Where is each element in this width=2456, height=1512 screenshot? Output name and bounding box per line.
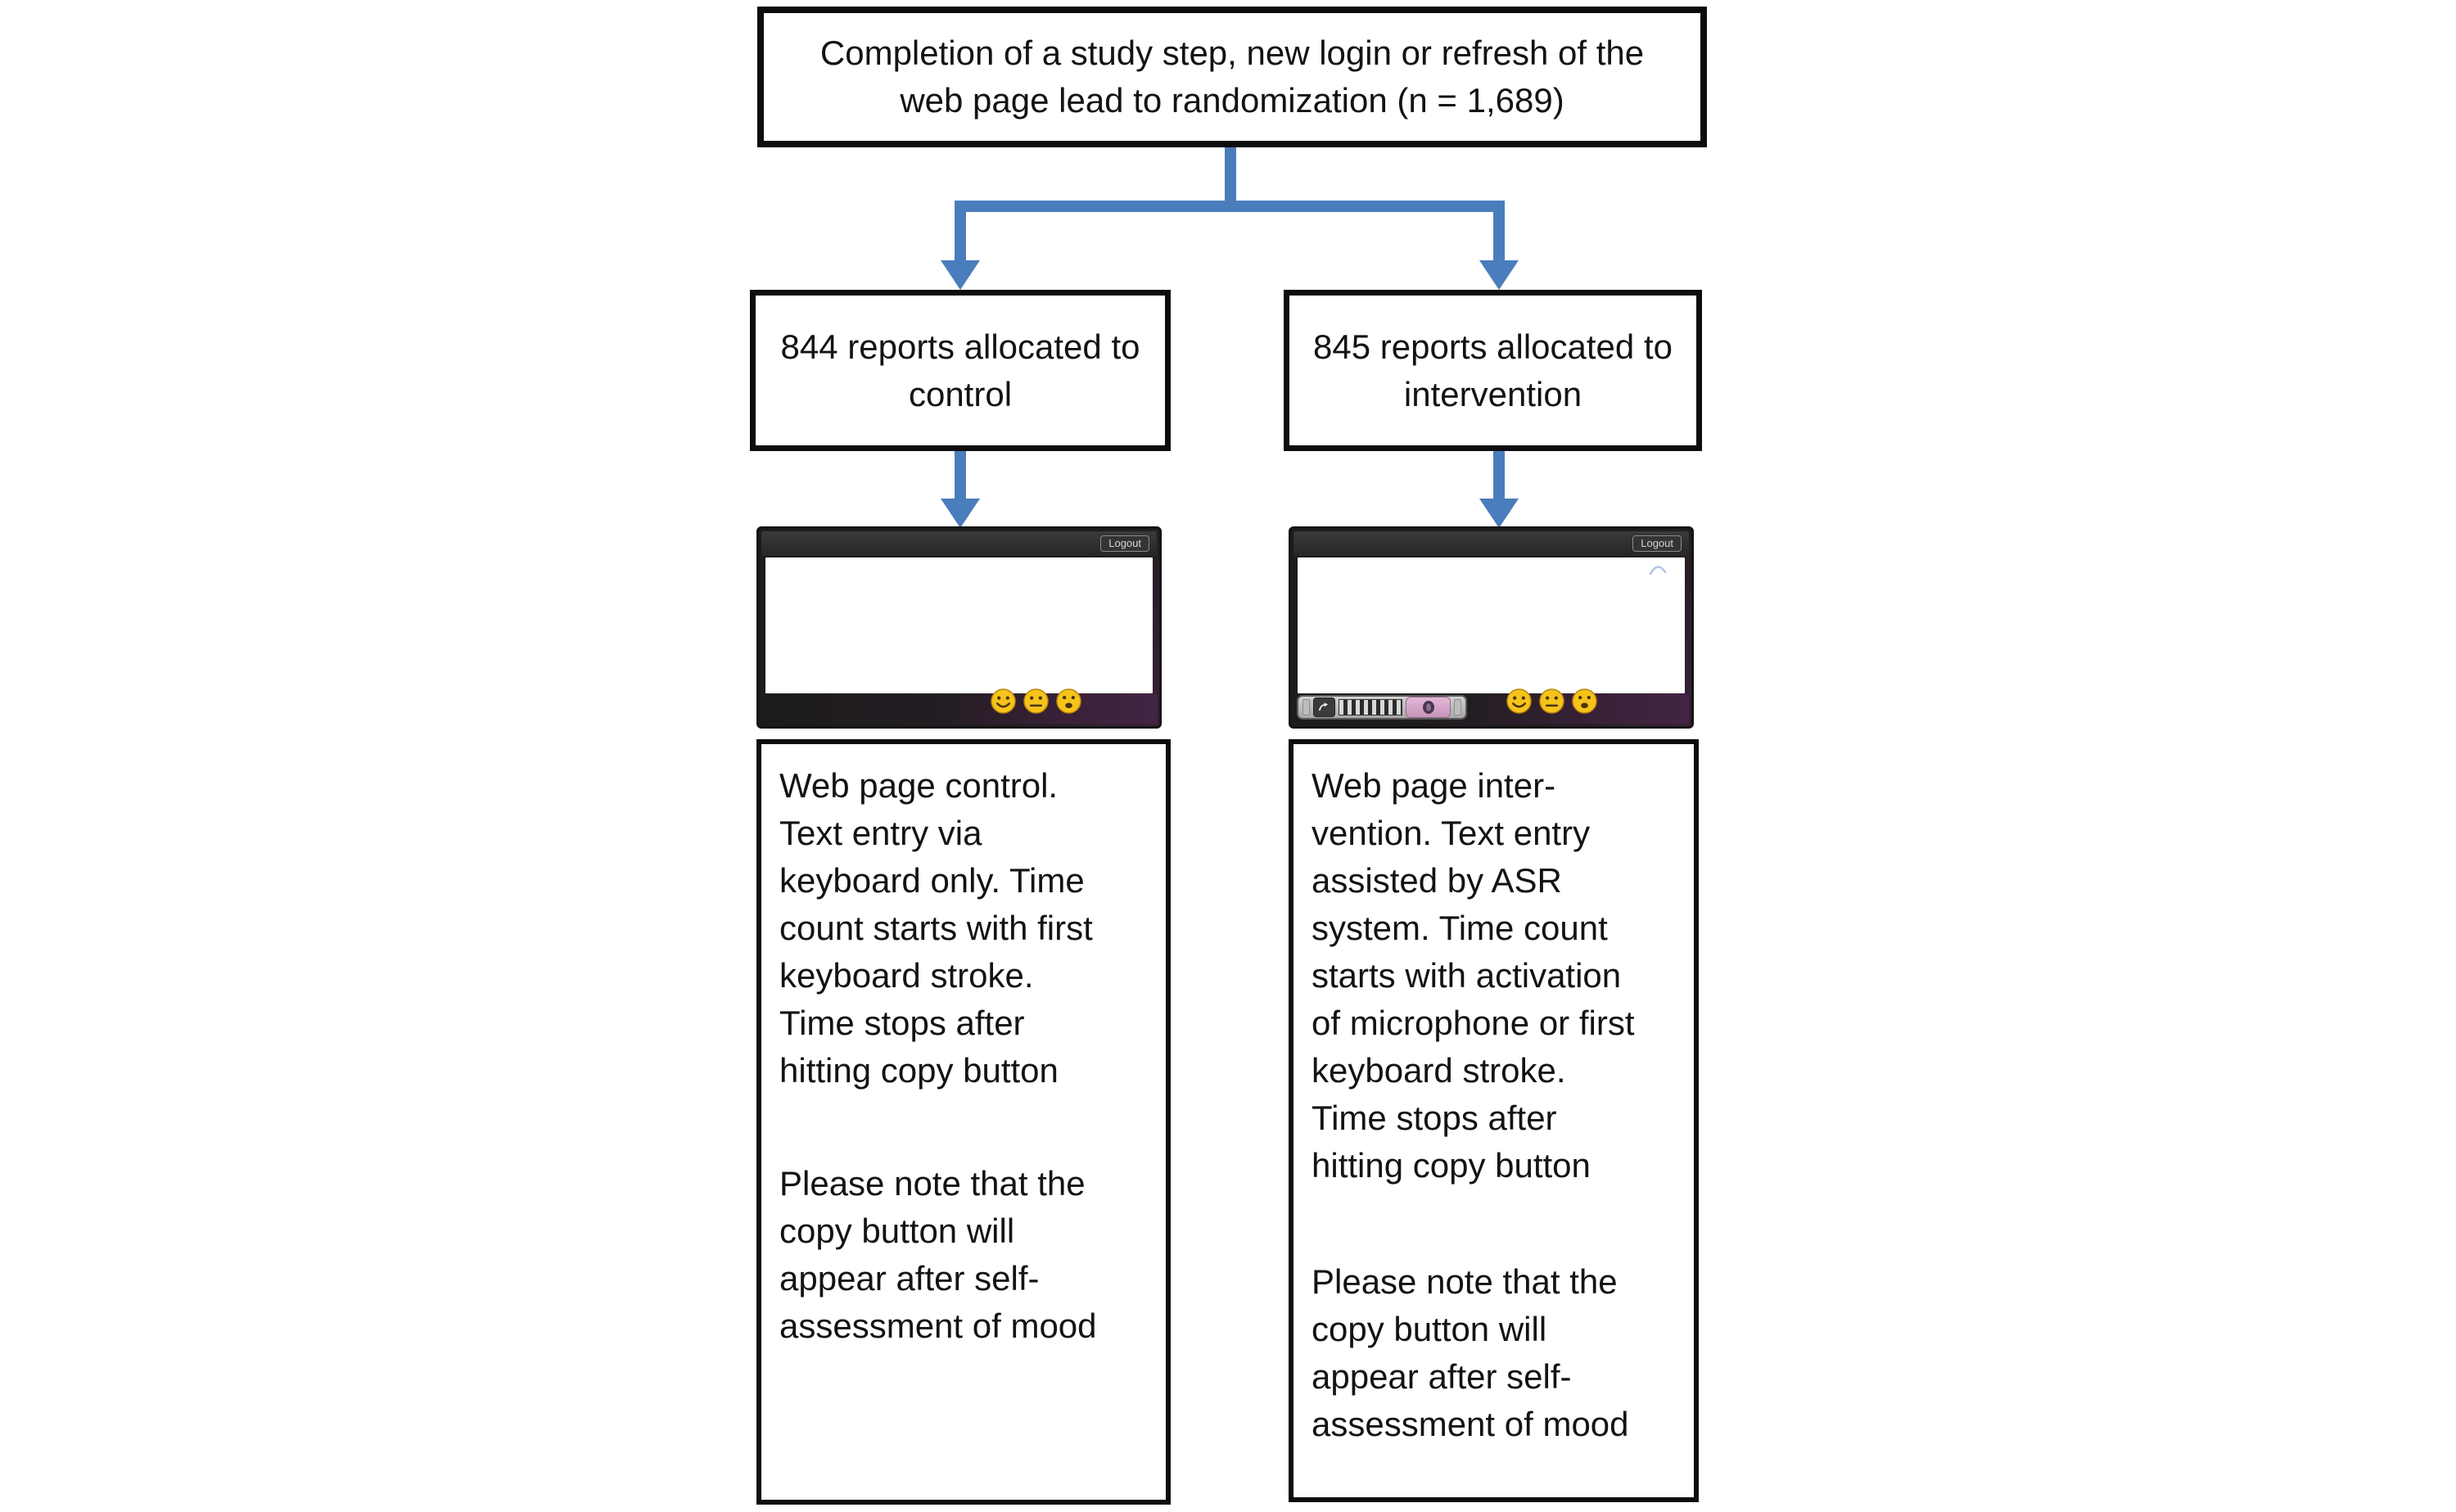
neutral-emoji-icon (1539, 688, 1564, 714)
blue-arc-glyph (1649, 564, 1667, 575)
text-entry-area (1298, 557, 1685, 693)
grip-right (1454, 699, 1461, 715)
control-description-paragraph-1: Web page control. Text entry via keyboard only. Time count starts with first keyboard stroke. Time stops after hitting copy button (779, 766, 1093, 1090)
control-description-paragraph-2: Please note that the copy button will appear after self- assessment of mood (779, 1164, 1097, 1345)
sad-emoji-icon (1056, 688, 1081, 714)
arrow-down-icon (941, 499, 980, 528)
window-titlebar (761, 531, 1157, 556)
intervention-arrow-stem (1493, 451, 1505, 502)
intervention-allocation-box (1284, 290, 1702, 451)
randomization-box (757, 7, 1707, 147)
window-titlebar (1293, 531, 1689, 556)
control-allocation-box (750, 290, 1171, 451)
arrow-down-icon (1479, 260, 1519, 290)
arrow-down-icon (941, 260, 980, 290)
connector-right-drop (1493, 201, 1505, 262)
level-meter (1339, 699, 1402, 715)
logout-button: Logout (1100, 535, 1149, 552)
window-bottombar (1293, 694, 1689, 724)
asr-control-bar (1297, 695, 1467, 720)
microphone-icon (1420, 700, 1437, 715)
speaker-icon (1317, 702, 1330, 713)
control-description-box (756, 739, 1171, 1505)
microphone-button (1406, 697, 1451, 718)
connector-left-drop (955, 201, 966, 262)
intervention-description-box (1289, 739, 1699, 1502)
connector-stem (1225, 147, 1236, 206)
intervention-allocation-text: 845 reports allocated to intervention (1313, 327, 1673, 413)
happy-emoji-icon (1506, 688, 1532, 714)
control-webpage-screenshot (756, 526, 1162, 729)
logout-button: Logout (1632, 535, 1682, 552)
speaker-button (1313, 697, 1335, 717)
grip-left (1302, 699, 1310, 715)
happy-emoji-icon (991, 688, 1016, 714)
mood-emoji-row (1506, 688, 1597, 714)
control-allocation-text: 844 reports allocated to control (780, 327, 1140, 413)
intervention-webpage-screenshot (1289, 526, 1694, 729)
window-bottombar (761, 694, 1157, 724)
control-arrow-stem (955, 451, 966, 502)
mood-emoji-row (991, 688, 1081, 714)
text-entry-area (765, 557, 1153, 693)
neutral-emoji-icon (1023, 688, 1049, 714)
intervention-description-paragraph-1: Web page inter- vention. Text entry assisted by ASR system. Time count starts with activation of microphone or first keyboard stroke. Time stops after hitting copy button (1312, 766, 1635, 1185)
connector-horizontal (955, 201, 1505, 212)
sad-emoji-icon (1572, 688, 1597, 714)
randomization-text: Completion of a study step, new login or refresh of the web page lead to randomization (n = 1,689) (819, 34, 1645, 120)
intervention-description-paragraph-2: Please note that the copy button will appear after self- assessment of mood (1312, 1262, 1629, 1443)
arrow-down-icon (1479, 499, 1519, 528)
